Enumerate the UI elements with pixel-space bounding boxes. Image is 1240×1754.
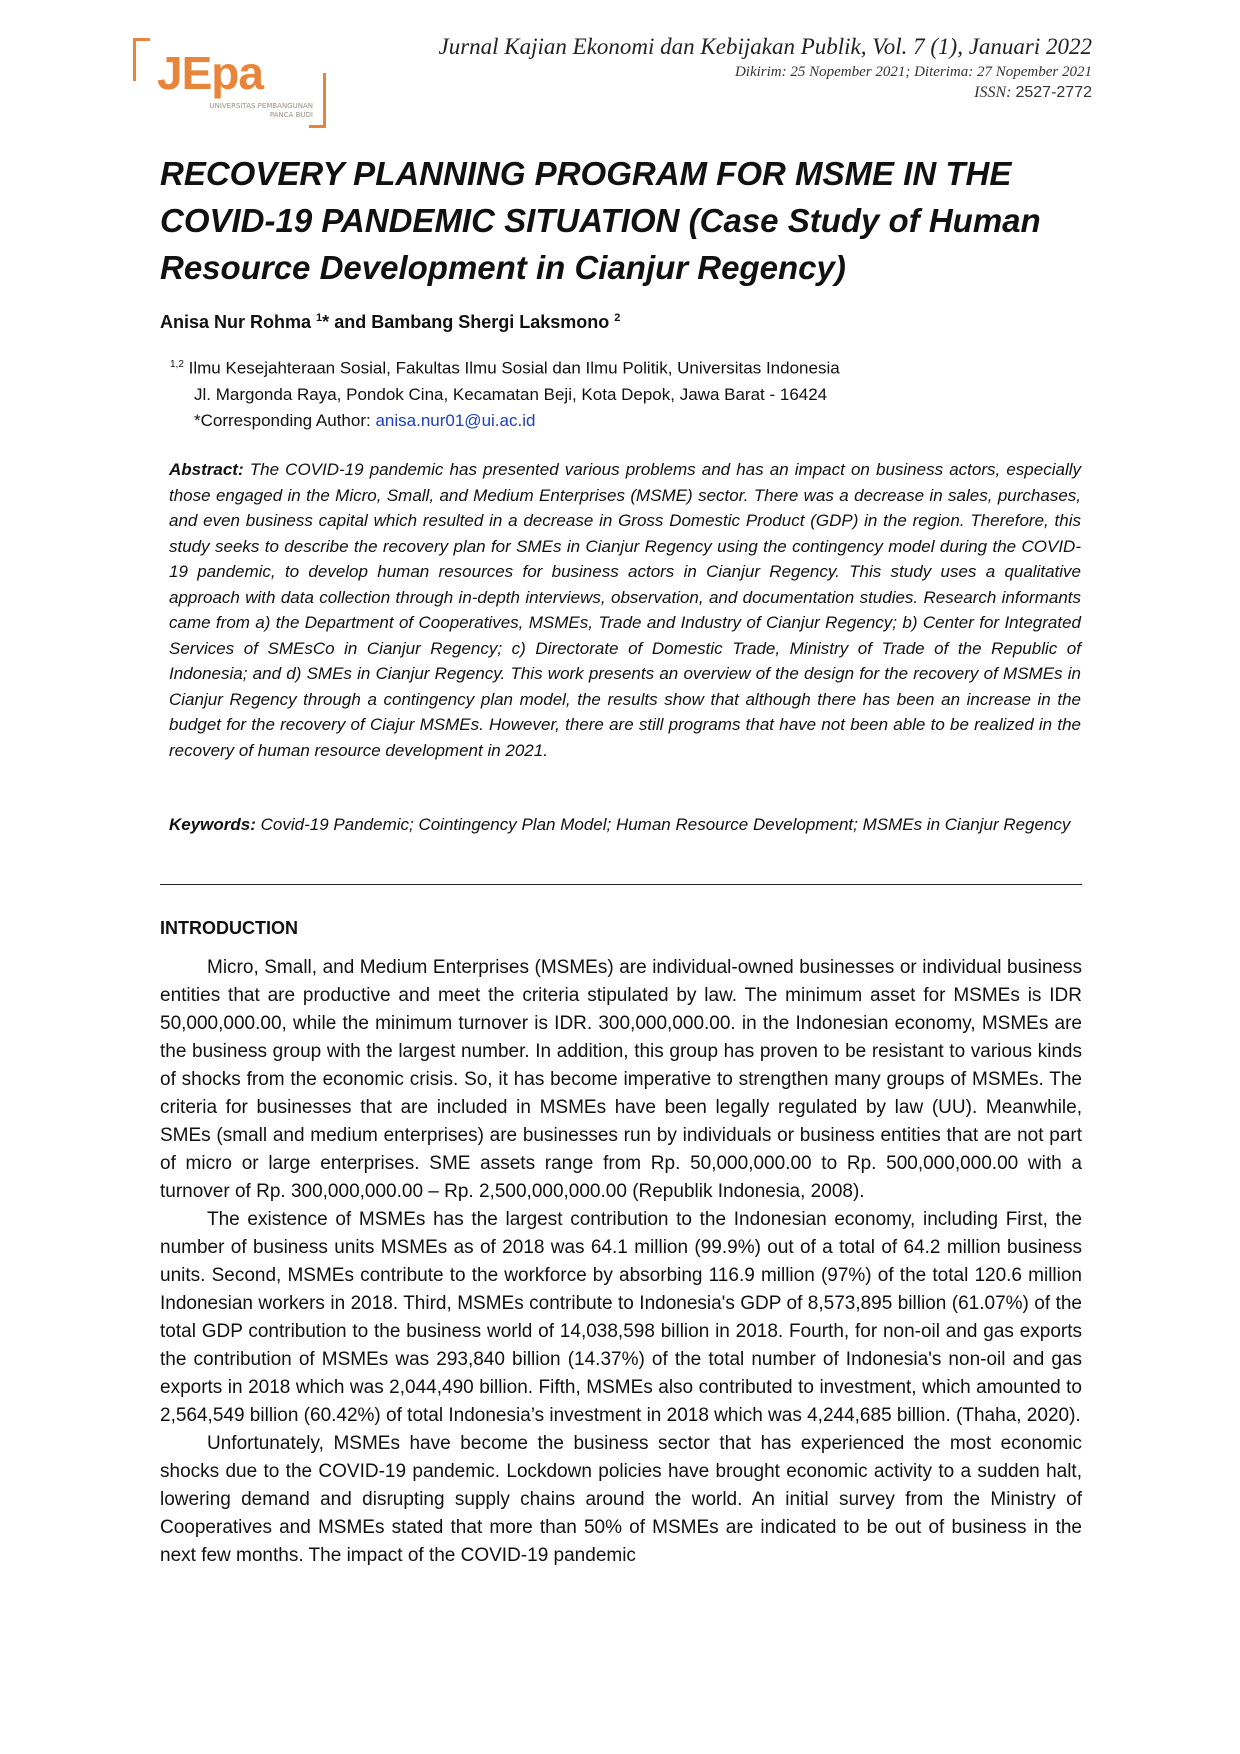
paragraph: Unfortunately, MSMEs have become the business sector that has experienced the most economic shocks due to the COVID-19 pandemic. Lockdown policies have brought economic activity to a sudden halt, lowering demand and disrupting supply chains around the world. An initial survey from the Ministry of Cooperatives and MSMEs stated that more than 50% of MSMEs are indicated to be out of business in the next few months. The impact of the COVID-19 pandemic [160,1433,1082,1566]
submission-dates: Dikirim: 25 Nopember 2021; Diterima: 27 Nopember 2021 [734,64,1092,80]
issn-label: ISSN: [974,84,1012,101]
abstract-label: Abstract [169,460,238,479]
corresponding-author [170,408,840,434]
author-2: Bambang Shergi Laksmono [371,312,610,332]
logo-frame-top-left [133,38,150,81]
section-divider [160,884,1082,885]
issn-number: 2527-2772 [1015,84,1092,101]
keywords-label: Keywords [169,815,251,834]
affiliation [170,352,840,434]
abstract-text: The COVID-19 pandemic has presented various problems and has an impact on business actors, especially those engaged in the Micro, Small, and Medium Enterprises (MSME) sector. There was a decrease in sales, purchases, and even business capital which resulted in a decrease in Gross Domestic Product (GDP) in the region. Therefore, this study seeks to describe the recovery plan for SMEs in Cianjur Regency using the contingency model during the COVID-19 pandemic, to develop human resources for business actors in Cianjur Regency. This study uses a qualitative approach with data collection through in-depth interviews, observation, and documentation studies. Research informants came from a) the Department of Cooperatives, MSMEs, Trade and Industry of Cianjur Regency; b) Center for Integrated Services of SMEsCo in Cianjur Regency; c) Directorate of Domestic Trade, Ministry of Trade of the Republic of Indonesia; and d) SMEs in Cianjur Regency. This work presents an overview of the design for the recovery of MSMEs in Cianjur Regency through a contingency plan model, the results show that although there has been an increase in the budget for the recovery of Ciajur MSMEs. However, there are still programs that have not been able to be realized in the recovery of human resource development in 2021. [169,460,1081,760]
affiliation-line-1: $^{1,2}$ Ilmu Kesejahteraan Sosial, Fakultas Ilmu Sosial dan Ilmu Politik, Universitas Indonesia [170,358,840,378]
paragraph: Micro, Small, and Medium Enterprises (MSMEs) are individual-owned businesses or individual business entities that are productive and meet the criteria stipulated by law. The minimum asset for MSMEs is IDR 50,000,000.00, while the minimum turnover is IDR. 300,000,000.00. in the Indonesian economy, MSMEs are the business group with the largest number. In addition, this group has proven to be resistant to various kinds of shocks from the economic crisis. So, it has become imperative to strengthen many groups of MSMEs. The criteria for businesses that are included in MSMEs have been legally regulated by law (UU). Meanwhile, SMEs (small and medium enterprises) are businesses run by individuals or business entities that are not part of micro or large enterprises. SME assets range from Rp. 50,000,000.00 to Rp. 500,000,000.00 with a turnover of Rp. 300,000,000.00 – Rp. 2,500,000,000.00 (Republik Indonesia, 2008). [160,957,1082,1202]
paper-title: RECOVERY PLANNING PROGRAM FOR MSME IN THE COVID-19 PANDEMIC SITUATION (Case Study of Human Resource Development in Cianjur Regency) [160,155,1041,286]
keywords-text: Covid-19 Pandemic; Cointingency Plan Model; Human Resource Development; MSMEs in Cianjur Regency [260,815,1071,834]
author-1-affil-sup: 1 [316,312,323,324]
author-line [160,312,620,333]
journal-logo [133,38,326,128]
affiliation-line-2: Jl. Margonda Raya, Pondok Cina, Kecamatan Beji, Kota Depok, Jawa Barat - 16424 [194,384,828,404]
author-1: Anisa Nur Rohma [160,312,312,332]
logo-brand-text: JEpa [157,47,263,99]
affiliation-sup: 1,2 [170,359,184,370]
paragraph: The existence of MSMEs has the largest contribution to the Indonesian economy, including First, the number of business units MSMEs as of 2018 was 64.1 million (99.9%) out of a total of 64.2 million business units. Second, MSMEs contribute to the workforce by absorbing 116.9 million (97%) of the total 120.6 million Indonesian workers in 2018. Third, MSMEs contribute to Indonesia's GDP of 8,573,895 billion (61.07%) of the total GDP contribution to the business world of 14,038,598 billion in 2018. Fourth, for non-oil and gas exports the contribution of MSMEs was 293,840 billion (14.37%) of the total number of Indonesia's non-oil and gas exports in 2018 which was 2,044,490 billion. Fifth, MSMEs also contributed to investment, which amounted to 2,564,549 billion (60.42%) of total Indonesia’s investment in 2018 which was 4,244,685 billion. (Thaha, 2020). [160,1209,1082,1426]
introduction-body [160,954,1082,1570]
journal-name: Jurnal Kajian Ekonomi dan Kebijakan Publik, Vol. 7 (1), Januari 2022 [438,34,1092,59]
logo-subtitle: UNIVERSITAS PEMBANGUNAN PANCA BUDI [209,102,313,119]
author-2-affil-sup: 2 [614,312,621,324]
journal-header [438,32,1092,104]
abstract: Abstract: The COVID-19 pandemic has presented various problems and has an impact on business actors, especially those engaged in the Micro, Small, and Medium Enterprises (MSME) sector. There was a decrease in sales, purchases, and even business capital which resulted in a decrease in Gross Domestic Product (GDP) in the region. Therefore, this study seeks to describe the recovery plan for SMEs in Cianjur Regency using the contingency model during the COVID-19 pandemic, to develop human resources for business actors in Cianjur Regency. This study uses a qualitative approach with data collection through in-depth interviews, observation, and documentation studies. Research informants came from a) the Department of Cooperatives, MSMEs, Trade and Industry of Cianjur Regency; b) Center for Integrated Services of SMEsCo in Cianjur Regency; c) Directorate of Domestic Trade, Ministry of Trade of the Republic of Indonesia; and d) SMEs in Cianjur Regency. This work presents an overview of the design for the recovery of MSMEs in Cianjur Regency through a contingency plan model, the results show that although there has been an increase in the budget for the recovery of Ciajur MSMEs. However, there are still programs that have not been able to be realized in the recovery of human resource development in 2021. [169,460,1081,760]
corresponding-email-link[interactable]: anisa.nur01@ui.ac.id [375,410,536,430]
corresponding-mark: * [322,312,330,332]
author-conjunction: and [334,312,367,332]
keywords: Keywords: Covid-19 Pandemic; Cointingency Plan Model; Human Resource Development; MSMEs in Cianjur Regency [169,815,1071,834]
issn [438,82,1092,104]
corresponding-label: *Corresponding Author: [194,410,371,430]
introduction-heading: INTRODUCTION [160,918,298,938]
